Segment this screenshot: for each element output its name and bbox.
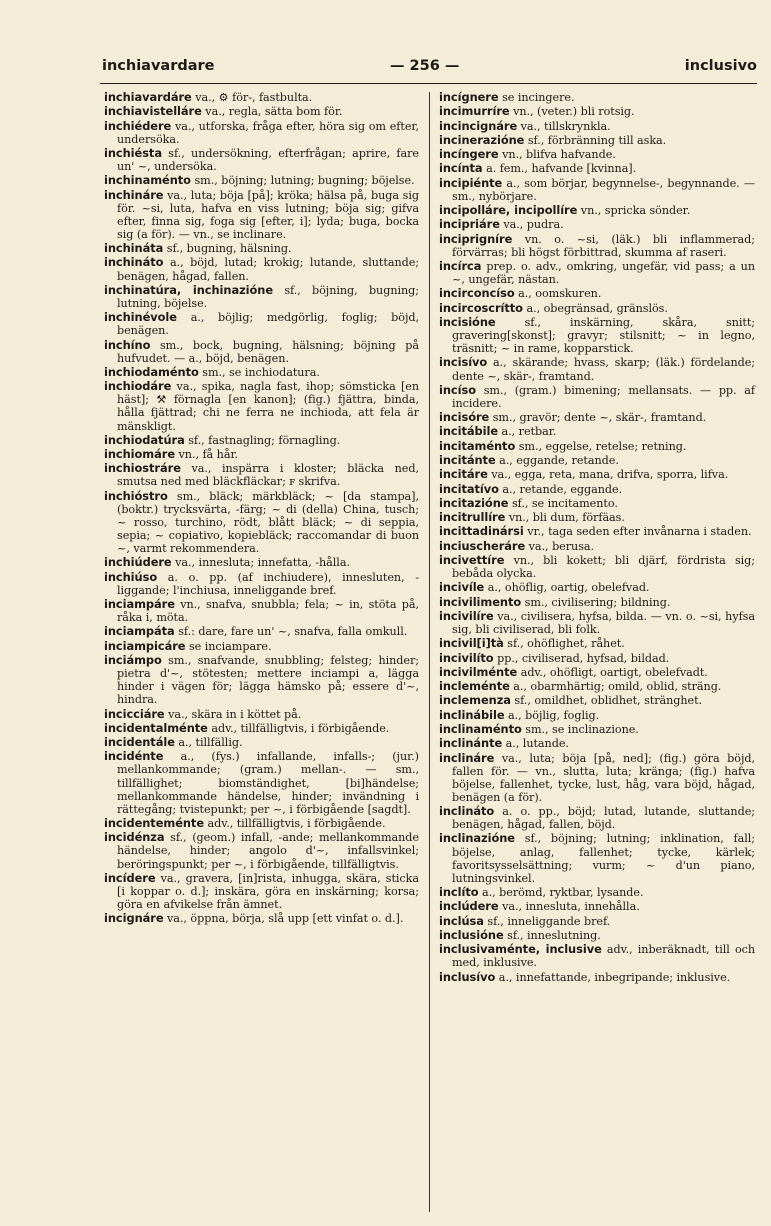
entry-headword: incittadinársi [439,524,524,539]
entry-headword: inchiodáre [104,379,172,394]
entry-definition: va., inspärra i kloster; bläcka ned, smutsa ned med bläckfläckar; ꜰ skrifva. [117,462,419,489]
entry-definition: sm., gravör; dente ~, skär-, framtand. [489,411,707,425]
entry-definition: sf., böjning, bugning; lutning, böjelse. [117,283,419,310]
entry-headword: incipolláre, incipollíre [439,203,578,218]
entry-definition: va., luta; böja [på]; kröka; hälsa på, buga sig för. ~si, luta, hafva en viss lutning; böja sig; gifva efter, finna sig, foga sig [efter, i]; lyda; buga, bocka sig (a för). — vn., se inclinare. [117,188,419,241]
entry-definition: se inciampare. [185,639,272,653]
entry-definition: sf.: dare, fare un' ~, snafva, falla omkull. [174,625,408,639]
dictionary-entry [439,610,755,636]
dictionary-entry [439,752,755,804]
dictionary-entry [439,637,755,650]
entry-headword: incitaménto [439,438,516,453]
dictionary-entry [439,666,755,679]
entry-definition: prep. o. adv., omkring, ungefär, vid pass; a un ~, ungefär, nästan. [452,260,755,287]
entry-definition: a., retande, eggande. [498,482,623,496]
dictionary-entry [439,260,755,286]
entry-definition: sm., civilisering; bildning. [521,595,671,609]
dictionary-entry [439,540,755,553]
entry-definition: sf., undersökning, efterfrågan; aprire, fare un' ~, undersöka. [117,146,419,174]
dictionary-entry [439,694,755,707]
entry-headword: incitatívo [439,481,499,496]
dictionary-entry [104,105,419,118]
entry-definition: a., retbar. [498,425,557,439]
entry-definition: va., utforska, fråga efter, höra sig om efter, undersöka. [117,119,419,146]
entry-headword: inchiavistelláre [104,104,202,119]
dictionary-entry [104,571,419,597]
entry-headword: inclusivaménte, inclusive [439,942,602,957]
dictionary-entry [439,943,755,969]
entry-headword: incisívo [439,355,488,370]
entry-definition: vn., snafva, snubbla; fela; ~ in, stöta på, råka i, möta. [117,598,419,625]
entry-definition: va., ⚙ för-, fastbulta. [191,91,313,104]
dictionary-entry [439,497,755,510]
entry-definition: sm., böjning; lutning; bugning; böjelse. [190,174,415,188]
entry-definition: vn. o. ~si, (läk.) bli inflammerad; förvärras; bli högst förbittrad, skumma af raseri. [452,232,755,259]
entry-headword: incincignáre [439,118,518,133]
dictionary-entry [439,316,755,355]
header-last-word: inclusivo [684,58,757,74]
dictionary-entry [439,886,755,899]
dictionary-entry [439,805,755,831]
entry-headword: incignáre [104,911,164,926]
dictionary-entry [104,736,419,749]
dictionary-entry [104,434,419,447]
entry-definition: sf., förbränning till aska. [524,133,667,147]
entry-headword: inchinaménto [104,173,191,188]
dictionary-entry [439,218,755,231]
dictionary-entry [439,468,755,481]
entry-definition: sf., se incitamento. [508,496,618,510]
entry-definition: vn., blifva hafvande. [498,148,616,162]
header-first-word: inchiavardare [102,58,215,74]
entry-headword: inchiostráre [104,461,181,476]
entry-headword: incitáre [439,467,488,482]
entry-definition: va., egga, reta, mana, drifva, sporra, lifva. [487,468,729,482]
entry-headword: incivilíto [439,650,494,665]
dictionary-entry [439,929,755,942]
entry-headword: inciampáta [104,624,175,639]
dictionary-entry [439,356,755,382]
entry-headword: incígnere [439,90,499,104]
dictionary-entry [439,384,755,410]
dictionary-entry [104,91,419,104]
entry-headword: inclinánte [439,736,503,751]
dictionary-entry [439,411,755,424]
dictionary-entry [104,872,419,911]
entry-definition: a., (fys.) infallande, infalls-; (jur.) mellankommande; (gram.) mellan-. — sm., tillfällighet; biomständighet, [bi]händelse; mellankommande händelse, hinder; invändning i rättegång; tvistepunkt; per ~, i förbigående [sagdt]. [117,750,419,816]
entry-definition: a., böjlig, foglig. [504,708,600,722]
entry-headword: inchiédere [104,118,172,133]
entry-definition: a., eggande, retande. [495,454,619,467]
dictionary-entry [439,483,755,496]
entry-definition: va., tillskrynkla. [517,119,611,133]
entry-definition: sf., böjning; lutning; inklination, fall; böjelse, anlag, fallenhet; tycke, kärlek; favoritsysselsättning; vurm; ~ d'un piano, lutningsvinkel. [452,832,755,885]
entry-headword: inclinazióne [439,831,515,846]
dictionary-entry [439,105,755,118]
entry-definition: vn., (veter.) bli rotsig. [509,105,635,119]
entry-headword: incínta [439,161,483,176]
dictionary-entry [439,120,755,133]
entry-headword: inchináto [104,255,164,270]
entry-headword: incisóre [439,410,490,425]
entry-headword: incidénte [104,749,164,764]
column-divider [429,92,430,1212]
entry-definition: se incingere. [498,91,575,104]
page-number: — 256 — [390,58,460,74]
dictionary-entry [439,915,755,928]
dictionary-entry [104,640,419,653]
entry-headword: inciámpo [104,652,162,667]
entry-headword: inclusívo [439,969,496,984]
entry-definition: sm., bläck; märkbläck; ~ [da stampa], (boktr.) trycksvärta, -färg; ~ di (della) China, tusch; ~ rosso, turchino, rödt, blått bläck; ~ di seppia, sepia; ~ copiativo, kopiebläck; raccomandar di buon ~, varmt rekommendera. [117,489,419,556]
dictionary-entry [439,680,755,693]
entry-headword: incimurríre [439,104,510,119]
entry-definition: a., obegränsad, gränslös. [522,301,668,315]
entry-definition: sf., bugning, hälsning. [163,242,292,256]
dictionary-entry [104,311,419,337]
entry-definition: va., regla, sätta bom för. [201,105,343,119]
right-column [439,91,755,985]
entry-headword: inclináto [439,804,495,819]
entry-definition: adv., tillfälligtvis, i förbigående. [204,817,386,831]
entry-definition: a., ohöflig, oartig, obelefvad. [484,581,650,595]
dictionary-entry [104,189,419,241]
entry-definition: sm., bock, bugning, hälsning; böjning på hufvudet. — a., böjd, benägen. [117,338,419,365]
dictionary-entry [104,654,419,706]
dictionary-entry [104,339,419,365]
entry-definition: va., gravera, [in]rista, inhugga, skära, sticka [i koppar o. d.]; inskära, göra en inskärning; korsa; göra en afvikelse från ämnet. [117,871,419,911]
entry-definition: va., skära in i köttet på. [164,707,302,721]
dictionary-entry [104,174,419,187]
dictionary-entry [104,380,419,432]
dictionary-entry [439,425,755,438]
entry-headword: incidentále [104,735,175,750]
entry-headword: incidentalménte [104,720,208,735]
entry-definition: sm., snafvande, snubbling; felsteg; hinder; pietra d'~, stötesten; mettere inciampi a, lägga hinder i vägen för; lägga hämsko på; essere d'~, hindra. [117,653,419,707]
entry-headword: incivil[i]tà [439,636,504,651]
dictionary-entry [439,454,755,467]
left-column [104,91,419,927]
entry-headword: incivilíre [439,608,494,623]
entry-definition: sm., (gram.) bimening; mellansats. — pp. af incidere. [452,383,755,410]
dictionary-entry [104,708,419,721]
dictionary-entry [439,596,755,609]
dictionary-entry [439,91,755,104]
entry-definition: a., innefattande, inbegripande; inklusive. [495,970,731,984]
entry-headword: incídere [104,870,156,885]
dictionary-entry [104,750,419,815]
dictionary-entry [439,709,755,722]
dictionary-entry [104,120,419,146]
entry-definition: vn., få hår. [175,448,239,462]
entry-headword: inclíto [439,885,479,900]
entry-definition: sf., inskärning, skåra, snitt; gravering[skonst]; gravyr; stilsnitt; ~ in legno, träsnitt; ~ in rame, kopparstick. [452,315,755,356]
entry-definition: a., skärande; hvass, skarp; (läk.) fördelande; dente ~, skär-, framtand. [452,356,755,383]
entry-headword: incitazióne [439,495,509,510]
entry-headword: incíso [439,382,476,397]
entry-definition: a. o. pp., böjd; lutad, lutande, sluttande; benägen, hågad, fallen, böjd. [452,805,755,832]
entry-headword: inclusióne [439,927,504,942]
dictionary-entry [439,134,755,147]
entry-definition: sm., se inchiodatura. [198,365,320,379]
dictionary-entry [104,256,419,282]
dictionary-entry [439,302,755,315]
dictionary-entry [439,511,755,524]
entry-definition: pp., civiliserad, hyfsad, bildad. [493,651,670,665]
dictionary-entry [104,448,419,461]
entry-definition: a., oomskuren. [514,287,602,301]
entry-headword: inclinaménto [439,721,522,736]
entry-headword: incivilimento [439,594,522,609]
entry-headword: incleménte [439,679,510,694]
entry-headword: incisióne [439,314,496,329]
dictionary-entry [439,148,755,161]
dictionary-entry [104,598,419,624]
entry-headword: incidenteménte [104,816,205,831]
entry-headword: incircoscrítto [439,300,523,315]
entry-headword: inchiúso [104,569,158,584]
entry-definition: sf., ohöflighet, råhet. [503,637,625,651]
entry-definition: sf., fastnagling; förnagling. [184,433,341,447]
entry-definition: sf., inneslutning. [503,928,601,942]
dictionary-entry [439,233,755,259]
entry-headword: incicciáre [104,706,165,721]
dictionary-entry [439,162,755,175]
entry-headword: incírca [439,259,482,273]
entry-definition: a., lutande. [502,737,569,751]
entry-definition: adv., ohöfligt, oartigt, obelefvadt. [517,665,708,679]
entry-headword: incipiénte [439,175,503,190]
dictionary-entry [104,625,419,638]
dictionary-entry [439,581,755,594]
dictionary-entry [104,722,419,735]
dictionary-entry [439,177,755,203]
entry-headword: inchiavardáre [104,90,192,104]
entry-headword: incivíle [439,580,485,595]
dictionary-entry [439,900,755,913]
entry-headword: incitábile [439,424,498,439]
entry-definition: a. fem., hafvande [kvinna]. [482,162,637,176]
dictionary-entry [104,284,419,310]
entry-headword: incitánte [439,453,496,467]
entry-headword: inchináta [104,241,164,256]
entry-headword: inchiodaménto [104,364,199,379]
entry-headword: inchiúdere [104,555,172,570]
entry-definition: va., luta; böja [på, ned]; (fig.) göra böjd, fallen för. — vn., slutta, luta; kränga; (fig.) hafva böjelse, fallenhet, tycke, lust, håg, vara böjd, hågad, benägen (a för). [452,751,755,804]
entry-definition: vn., bli kokett; bli djärf, fördrista sig; bebåda olycka. [452,553,755,581]
dictionary-entry [439,737,755,750]
entry-definition: sf., (geom.) infall, -ande; mellankommande händelse, hinder; angolo d'~, infallsvinkel; beröringspunkt; per ~, i förbigående, tillfälligtvis. [117,831,419,871]
entry-headword: inclinábile [439,707,505,722]
entry-definition: va., berusa. [525,539,595,553]
entry-definition: adv., inberäknadt, till och med, inklusive. [452,943,756,970]
entry-definition: sf., omildhet, oblidhet, stränghet. [510,694,703,708]
dictionary-entry [439,554,755,580]
entry-definition: va., innesluta, innehålla. [498,900,640,914]
entry-headword: inchiodatúra [104,432,185,447]
entry-definition: vr., taga seden efter invånarna i staden. [523,525,752,539]
entry-headword: inchináre [104,187,164,202]
entry-headword: inclináre [439,750,495,765]
entry-headword: inclemenza [439,693,511,708]
entry-headword: inchiésta [104,145,162,160]
entry-definition: a., böjd, lutad; krokig; lutande, sluttande; benägen, hågad, fallen. [117,256,419,283]
entry-headword: inchinatúra, inchinazióne [104,282,274,297]
dictionary-entry [104,490,419,555]
entry-definition: a., böjlig; medgörlig, foglig; böjd, benägen. [117,311,419,338]
entry-headword: incivilménte [439,664,518,679]
entry-definition: a., tillfällig. [174,736,243,750]
entry-headword: inclúdere [439,899,499,914]
entry-headword: inclúsa [439,913,484,928]
entry-definition: vn., bli dum, förfäas. [505,511,625,525]
entry-headword: incivettíre [439,552,505,567]
dictionary-entry [104,242,419,255]
entry-headword: inciuscheráre [439,538,526,553]
entry-headword: incipriáre [439,217,500,232]
entry-headword: inchiomáre [104,447,176,462]
entry-definition: vn., spricka sönder. [577,204,691,218]
dictionary-entry [104,831,419,870]
dictionary-entry [439,652,755,665]
entry-definition: a., berömd, ryktbar, lysande. [478,886,644,900]
entry-definition: a., obarmhärtig; omild, oblid, sträng. [509,680,722,694]
dictionary-entry [104,366,419,379]
dictionary-entry [439,723,755,736]
dictionary-entry [439,525,755,538]
entry-definition: adv., tillfälligtvis, i förbigående. [207,721,390,735]
entry-headword: incidénza [104,830,165,845]
entry-headword: inchióstro [104,488,168,503]
entry-headword: inchinévole [104,310,177,325]
dictionary-entry [104,556,419,569]
dictionary-entry [439,287,755,300]
entry-headword: inciprigníre [439,231,513,246]
header-rule [100,83,757,84]
entry-definition: a. o. pp. (af inchiudere), innesluten, -liggande; l'inchiusa, inneliggande bref. [117,570,419,597]
dictionary-entry [439,832,755,884]
entry-headword: inciampáre [104,597,175,612]
entry-definition: va., spika, nagla fast, ihop; sömsticka [en häst]; ⚒ förnagla [en kanon]; (fig.) fjättra, binda, hålla fjättrad; chi ne ferra ne inchioda, att fela är mänskligt. [117,380,419,433]
dictionary-entry [104,912,419,925]
entry-headword: incíngere [439,147,499,162]
entry-definition: va., öppna, börja, slå upp [ett vinfat o. d.]. [163,912,404,926]
dictionary-entry [439,971,755,984]
entry-definition: sf., inneliggande bref. [483,914,611,928]
entry-headword: incinerazióne [439,132,525,147]
dictionary-entry [104,817,419,830]
entry-headword: incitrullíre [439,510,506,525]
page-header [100,58,757,82]
entry-headword: incirconcíso [439,286,515,301]
entry-definition: sm., eggelse, retelse; retning. [515,439,687,453]
entry-definition: va., civilisera, hyfsa, bilda. — vn. o. ~si, hyfsa sig, bli civiliserad, bli folk. [452,609,755,636]
dictionary-entry [104,462,419,488]
dictionary-entry [439,440,755,453]
entry-headword: inchíno [104,337,151,352]
dictionary-entry [439,204,755,217]
entry-headword: inciampicáre [104,638,186,653]
entry-definition: sm., se inclinazione. [521,722,639,736]
dictionary-entry [104,147,419,173]
entry-definition: a., som börjar, begynnelse-, begynnande. — sm., nybörjare. [452,176,755,203]
entry-definition: va., innesluta; innefatta, -hålla. [171,556,350,570]
entry-definition: va., pudra. [499,218,564,232]
